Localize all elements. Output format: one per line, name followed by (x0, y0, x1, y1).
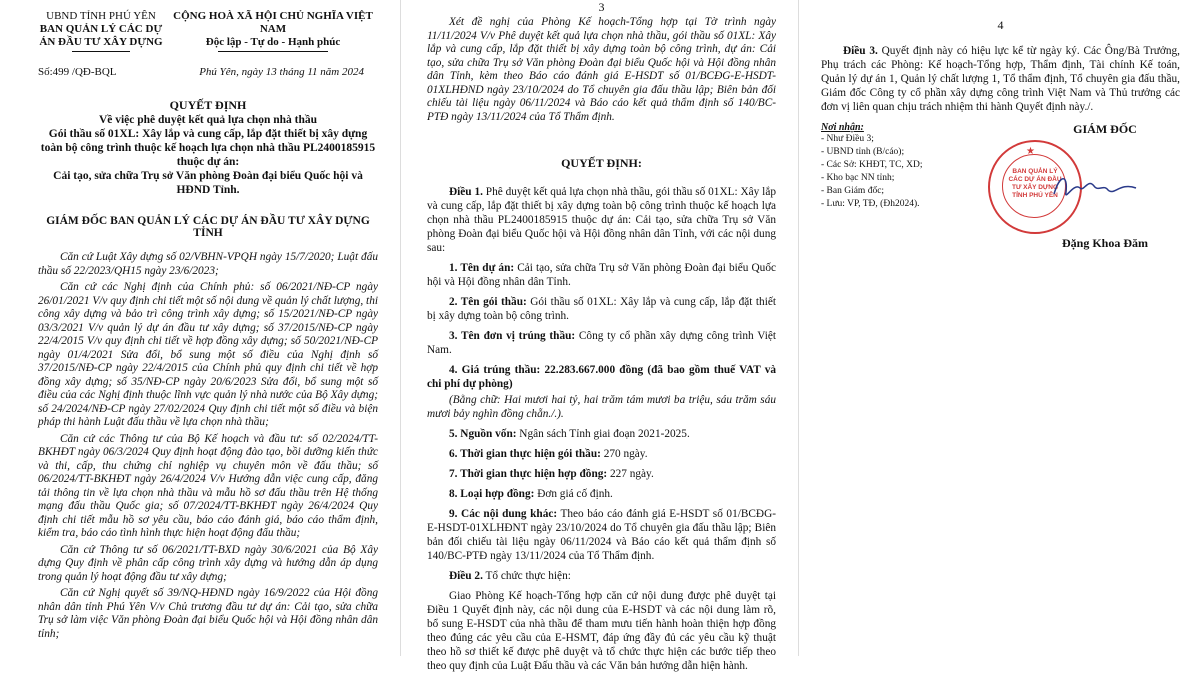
recipients-label: Nơi nhận: (821, 122, 864, 133)
nation-line-2: Độc lập - Tự do - Hạnh phúc (205, 36, 341, 48)
recipients-block (821, 122, 981, 211)
item-text: Ngân sách Tỉnh giai đoạn 2021-2025. (516, 428, 690, 440)
item-text: Đơn giá cố định. (534, 488, 613, 500)
org-line-2: BAN QUẢN LÝ CÁC DỰ ÁN ĐẦU TƯ XÂY DỰNG (39, 23, 163, 48)
item-9 (427, 507, 776, 563)
article-2 (427, 569, 776, 583)
article-2-text: Tổ chức thực hiện: (482, 570, 571, 582)
document-header (38, 10, 378, 52)
item-text: Gói thầu số 01XL: Xây lắp và cung cấp, lắp đặt thiết bị xây dựng toàn bộ công trình. (427, 296, 776, 322)
item-label: 1. Tên dự án: (449, 262, 515, 274)
item-label: 8. Loại hợp đồng: (449, 488, 535, 500)
article-3 (821, 44, 1180, 114)
item-label: 6. Thời gian thực hiện gói thầu: (449, 448, 601, 460)
seal-text: BAN QUẢN LÝ CÁC DỰ ÁN ĐẦU TƯ XÂY DỰNG TỈNH PHÚ YÊN (1008, 168, 1062, 199)
national-motto (168, 10, 378, 52)
consideration-paragraph: Xét đề nghị của Phòng Kế hoạch-Tổng hợp tại Tờ trình ngày 11/11/2024 V/v Phê duyệt kết quả lựa chọn nhà thầu, gói thầu số 01XL: Xây lắp và cung cấp, lắp đặt thiết bị xây dựng toàn bộ công trình, dự án: Cải tạo, sửa chữa Trụ sở Văn phòng Đoàn đại biểu Quốc hội và Hội đồng nhân dân Tỉnh, kèm theo Báo cáo đánh giá E-HSDT số 01/BCĐG-E-HSDT-01XLHĐND ngày 23/10/2024 do Tổ chuyên gia đấu thầu lập; Biên bản đối chiếu tài liệu ngày 06/11/2024 và Báo cáo kết quả thẩm định số 140/BC-PTĐ ngày 13/11/2024 của Tổ Thẩm định. (427, 16, 776, 123)
item-6 (427, 447, 776, 461)
article-3-text: Quyết định này có hiệu lực kể từ ngày ký. Các Ông/Bà Trưởng, Phụ trách các Phòng: Kế hoạch-Tổng hợp, Thẩm định, Tài chính Kế toán, Quản lý dự án 1, Quản lý chất lượng 1, Tổ thẩm định, Tổ chuyên gia đấu thầu, Giám đốc Công ty cổ phần xây dựng công trình Việt Nam và Thủ trưởng các đơn vị liên quan chịu trách nhiệm thi hành Quyết định này./. (821, 45, 1180, 113)
item-4 (427, 363, 776, 391)
article-1-label: Điều 1. (449, 186, 483, 198)
amount-in-words: (Bằng chữ: Hai mươi hai tỷ, hai trăm tám mươi ba triệu, sáu trăm sáu mươi bảy nghìn đồng chẵn./.). (427, 394, 776, 420)
handwritten-signature (1050, 168, 1140, 208)
seal-star-icon: ★ (1026, 146, 1035, 157)
legal-basis-paragraph: Căn cứ các Nghị định của Chính phủ: số 06/2021/NĐ-CP ngày 26/01/2021 V/v quy định chi tiết một số nội dung về quản lý chất lượng, thi công xây dựng và bảo trì công trình xây dựng; số 15/2021/NĐ-CP ngày 03/3/2021 V/v quản lý dự án đầu tư xây dựng; số 37/2015/NĐ-CP ngày 22/4/2015 V/v quy định chi tiết về hợp đồng xây dựng; số 50/2021/NĐ-CP ngày 01/4/2021 Sửa đổi, bổ sung một số điều của Nghị định số 37/2015/NĐ-CP ngày 22/4/2015 của Chính phủ quy định chi tiết về hợp đồng xây dựng; số 35/NĐ-CP ngày 20/6/2023 Sửa đổi, bổ sung một số điều của các Nghị định thuộc lĩnh vực quản lý nhà nước của Bộ Xây dựng; số 24/2024/NĐ-CP ngày 27/02/2024 Quy định chi tiết một số điều và biện pháp thi hành Luật đấu thầu về lựa chọn nhà thầu; (38, 281, 378, 428)
item-7 (427, 467, 776, 481)
subject-line-2: Gói thầu số 01XL: Xây lắp và cung cấp, lắp đặt thiết bị xây dựng toàn bộ công trình thuộc kế hoạch lựa chọn nhà thầu PL2400185915 thuộc dự án: (40, 128, 376, 168)
subject-line-1: Về việc phê duyệt kết quả lựa chọn nhà thầu (98, 114, 318, 126)
doc-number-row (38, 66, 378, 78)
legal-basis-paragraph: Căn cứ Thông tư số 06/2021/TT-BXD ngày 30/6/2021 của Bộ Xây dựng Quy định về phân cấp công trình xây dựng và hướng dẫn áp dụng trong quản lý hoạt động đầu tư xây dựng; (38, 543, 378, 583)
document-title: QUYẾT ĐỊNH (169, 98, 247, 112)
recipient-item: - Ban Giám đốc; (821, 186, 885, 196)
item-5 (427, 427, 776, 441)
item-text: Cải tạo, sửa chữa Trụ sở Văn phòng Đoàn đại biểu Quốc hội và Hội đồng nhân dân Tỉnh. (427, 262, 776, 288)
item-8 (427, 487, 776, 501)
item-3 (427, 329, 776, 357)
page-number: 3 (598, 0, 605, 14)
item-label: 9. Các nội dung khác: (449, 508, 558, 520)
nation-line-1: CỘNG HOÀ XÃ HỘI CHỦ NGHĨA VIỆT NAM (173, 10, 373, 35)
document-page-3 (400, 0, 798, 672)
item-text: 227 ngày. (607, 468, 654, 480)
legal-basis (38, 251, 378, 641)
recipient-item: - Lưu: VP, TĐ, (Đh2024). (821, 199, 920, 209)
decision-heading: QUYẾT ĐỊNH: (561, 156, 642, 170)
issuing-organization (38, 10, 164, 52)
motto-underline (218, 51, 328, 52)
item-2 (427, 295, 776, 323)
document-page-4 (798, 0, 1200, 656)
legal-basis-paragraph: Căn cứ Nghị quyết số 39/NQ-HĐND ngày 16/9/2022 của Hội đồng nhân dân tỉnh Phú Yên V/v Chủ trương đầu tư dự án: Cải tạo, sửa chữa Trụ sở làm việc Văn phòng Đoàn đại biểu Quốc hội và Hội đồng nhân dân tỉnh; (38, 587, 378, 640)
legal-basis-paragraph: Căn cứ Luật Xây dựng số 02/VBHN-VPQH ngày 15/7/2020; Luật đấu thầu số 22/2023/QH15 ngày 23/6/2023; (38, 251, 378, 277)
article-2-label: Điều 2. (449, 570, 483, 582)
page-number: 4 (997, 18, 1004, 32)
signer-title: GIÁM ĐỐC (1073, 122, 1137, 136)
recipient-item: - UBND tỉnh (B/cáo); (821, 147, 905, 157)
issuer-heading: GIÁM ĐỐC BAN QUẢN LÝ CÁC DỰ ÁN ĐẦU TƯ XÂY DỰNG TỈNH (46, 215, 370, 239)
doc-number: Số:499 /QĐ-BQL (38, 66, 117, 78)
article-2-body: Giao Phòng Kế hoạch-Tổng hợp căn cứ nội dung được phê duyệt tại Điều 1 Quyết định này, các nội dung của E-HSDT và các nội dung làm rõ, bổ sung E-HSDT của nhà thầu để tham mưu tiến hành hoàn thiện hợp đồng theo đúng các yêu cầu của E-HSMT, đáp ứng đầy đủ các yêu cầu kỹ thuật theo hồ sơ thiết kế được phê duyệt và tổ chức thực hiện các bước tiếp theo theo quy định của Luật Đấu thầu và các Văn bản hướng dẫn hiện hành. (427, 590, 776, 672)
item-text: Theo báo cáo đánh giá E-HSDT số 01/BCĐG-E-HSDT-01XLHĐNT ngày 23/10/2024 do Tổ chuyên gia đấu thầu lập; Biên bản đối chiếu tài liệu ngày 06/11/2024 và Báo cáo kết quả thẩm định số 140/BC-PTĐ ngày 13/11/2024 của Tổ Thẩm định. (427, 508, 776, 562)
item-text: 270 ngày. (600, 448, 648, 460)
subject-line-3: Cải tạo, sửa chữa Trụ sở Văn phòng Đoàn đại biểu Quốc hội và HĐND Tỉnh. (53, 170, 363, 196)
place-date: Phú Yên, ngày 13 tháng 11 năm 2024 (199, 66, 364, 78)
item-1 (427, 261, 776, 289)
item-label: 2. Tên gói thầu: (449, 296, 527, 308)
item-label: 7. Thời gian thực hiện hợp đồng: (449, 468, 608, 480)
document-page-1 (0, 0, 400, 656)
recipient-item: - Kho bạc NN tỉnh; (821, 173, 895, 183)
item-label: 5. Nguồn vốn: (449, 428, 517, 440)
item-label: 4. Giá trúng thầu: 22.283.667.000 đồng (đã bao gồm thuế VAT và chi phí dự phòng) (427, 364, 776, 390)
legal-basis-paragraph: Căn cứ các Thông tư của Bộ Kế hoạch và đầu tư: số 02/2024/TT-BKHĐT ngày 06/3/2024 Quy định hoạt động đào tạo, bồi dưỡng kiến thức và thi, cấp, thu chứng chỉ nghiệp vụ chuyên môn về đấu thầu; số 06/2024/TT-BKHĐT ngày 26/4/2024 V/v Hướng dẫn việc cung cấp, đăng tải thông tin về lựa chọn nhà thầu và mẫu hồ sơ đấu thầu trên Hệ thống mạng đấu thầu Quốc gia; số 07/2024/TT-BKHĐT ngày 26/4/2024 Quy định chi tiết mẫu hồ sơ yêu cầu, báo cáo đánh giá, báo cáo thẩm định, kiểm tra, báo cáo tình hình thực hiện hoạt động đấu thầu; (38, 432, 378, 539)
article-1 (427, 185, 776, 255)
org-line-1: UBND TỈNH PHÚ YÊN (46, 10, 156, 22)
item-label: 3. Tên đơn vị trúng thầu: (449, 330, 576, 342)
recipient-item: - Các Sở: KHĐT, TC, XD; (821, 160, 923, 170)
org-underline (72, 51, 130, 52)
article-3-label: Điều 3. (843, 45, 878, 57)
article-1-text: Phê duyệt kết quả lựa chọn nhà thầu, gói thầu số 01XL: Xây lắp và cung cấp, lắp đặt thiết bị xây dựng toàn bộ công trình thuộc kế hoạch lựa chọn nhà thầu PL2400185915 thuộc dự án: Cải tạo, sửa chữa Trụ sở Văn phòng Đoàn đại biểu Quốc hội và Hội đồng nhân dân Tỉnh, với các nội dung sau: (427, 186, 776, 254)
item-text: Công ty cổ phần xây dựng công trình Việt Nam. (427, 330, 776, 356)
signer-name: Đặng Khoa Đăm (1061, 236, 1148, 250)
recipient-item: - Như Điều 3; (821, 134, 874, 144)
